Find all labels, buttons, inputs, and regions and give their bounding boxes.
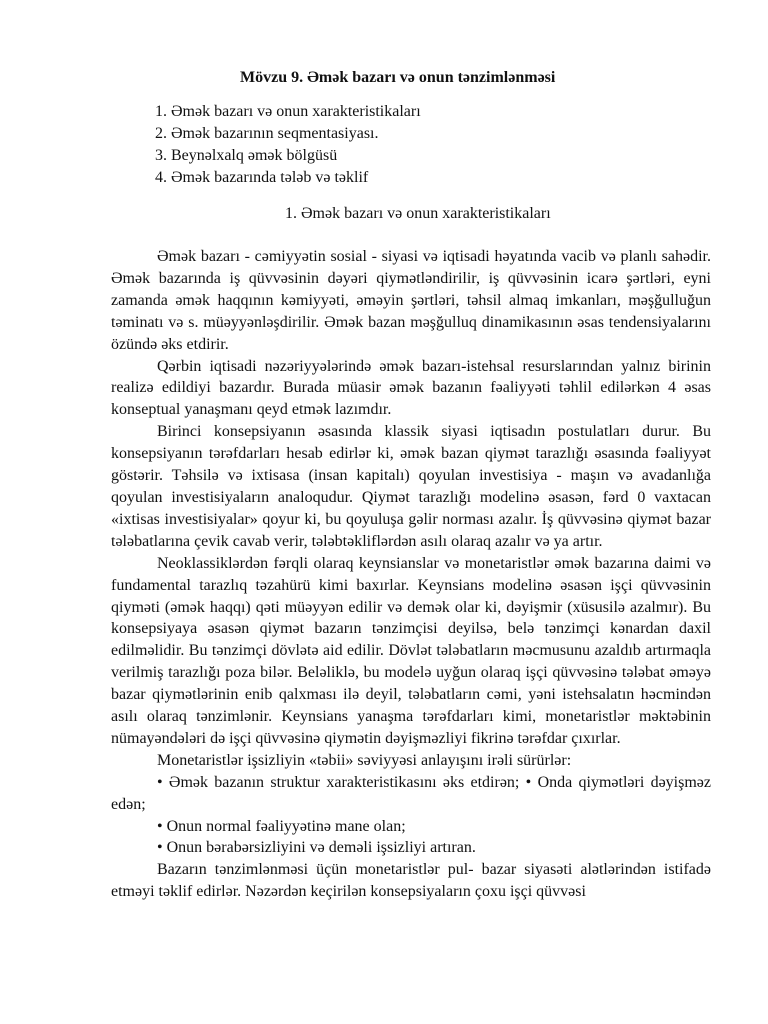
paragraph: Birinci konsepsiyanın əsasında klassik siyasi iqtisadın postulatları durur. Bu konsepsiyanın tərəfdarları hesab edirlər ki, əmək bazan qiymət tarazlığı əsasında fəaliyyət göstərir. Təhsilə və ixtisasa (insan kapitalı) qoyulan investisiya - maşın və avadanlığa qoyulan investisiyaların analoqudur. Qiymət tarazlığı modelinə əsasən, fərd 0 vaxtacan «ixtisas investisiyalar» qoyur ki, bu qoyuluşa gəlir norması azalır. İş qüvvəsinə qiymət bazar tələbatlarına çevik cavab verir, tələbtəkliflərdən asılı olaraq azalır və ya artır. [111, 423, 711, 550]
bullet-item: • Onun normal fəaliyyətinə mane olan; [157, 817, 406, 835]
paragraph: Əmək bazarı - cəmiyyətin sosial - siyasi və iqtisadi həyatında vacib və planlı sahədir. Əmək bazarında iş qüvvəsinin dəyəri qiymətləndirilir, iş qüvvəsinin icarə şərtləri, eyni zamanda əmək haqqının kəmiyyəti, əməyin şərtləri, təhsil almaq imkanları, məşğulluğun təminatı və s. müəyyənləşdirilir. Əmək bazan məşğulluq dinamikasının əsas tendensiyalarını özündə əks etdirir. [111, 248, 711, 353]
outline-item: 1. Əmək bazarı və onun xarakteristikaları [155, 103, 421, 120]
topic-outline [155, 101, 421, 189]
outline-item: 4. Əmək bazarında tələb və təklif [155, 169, 369, 186]
page-title: Mövzu 9. Əmək bazarı və onun tənzimlənməsi [240, 69, 556, 86]
outline-item: 2. Əmək bazarının seqmentasiyası. [155, 125, 379, 142]
section-heading: 1. Əmək bazarı və onun xarakteristikaları [285, 205, 551, 222]
paragraph: Bazarın tənzimlənməsi üçün monetaristlər pul- bazar siyasəti alətlərindən istifadə etməyi təklif edirlər. Nəzərdən keçirilən konsepsiyaların çoxu işçi qüvvəsi [111, 861, 711, 901]
paragraph: Monetaristlər işsizliyin «təbii» səviyyəsi anlayışını irəli sürürlər: [157, 751, 572, 769]
bullet-item: • Onun bərabərsizliyini və deməli işsizliyi artıran. [157, 839, 476, 857]
paragraph: Qərbin iqtisadi nəzəriyyələrində əmək bazarı-istehsal resurslarından yalnız birinin realizə edildiyi bazardır. Burada müasir əmək bazanın fəaliyyəti təhlil edilərkən 4 əsas konseptual yanaşmanı qeyd etmək lazımdır. [111, 357, 711, 419]
bullet-item: • Əmək bazanın struktur xarakteristikasını əks etdirən; • Onda qiymətləri dəyişməz edən; [111, 773, 711, 813]
outline-item: 3. Beynəlxalq əmək bölgüsü [155, 147, 338, 164]
paragraph: Neoklassiklərdən fərqli olaraq keynsianslar və monetaristlər əmək bazarına daimi və fundamental tarazlıq təzahürü kimi baxırlar. Keynsians modelinə əsasən işçi qüvvəsinin qiyməti (əmək haqqı) qəti müəyyən edilir və demək olar ki, dəyişmir (xüsusilə azalmır). Bu konsepsiyaya əsasən qiymət bazarın tənzimçisi deyilsə, belə tənzimçi kənardan daxil edilməlidir. Bu tənzimçi dövlətə aid edilir. Dövlət tələbatların məcmusunu azaldıb artırmaqla verilmiş tarazlığı poza bilər. Beləliklə, bu modelə uyğun olaraq işçi qüvvəsinə tələbat əməyə bazar qiymətlərinin enib qalxması ilə deyil, tələbatların cəmi, yəni istehsalatın həcmindən asılı olaraq tənzimlənir. Keynsians yanaşma tərəfdarları kimi, monetaristlər məktəbinin nümayəndələri də işçi qüvvəsinə qiymətin dəyişməzliyi fikrinə tərəfdar çıxırlar. [111, 554, 711, 747]
body-text [111, 246, 711, 903]
